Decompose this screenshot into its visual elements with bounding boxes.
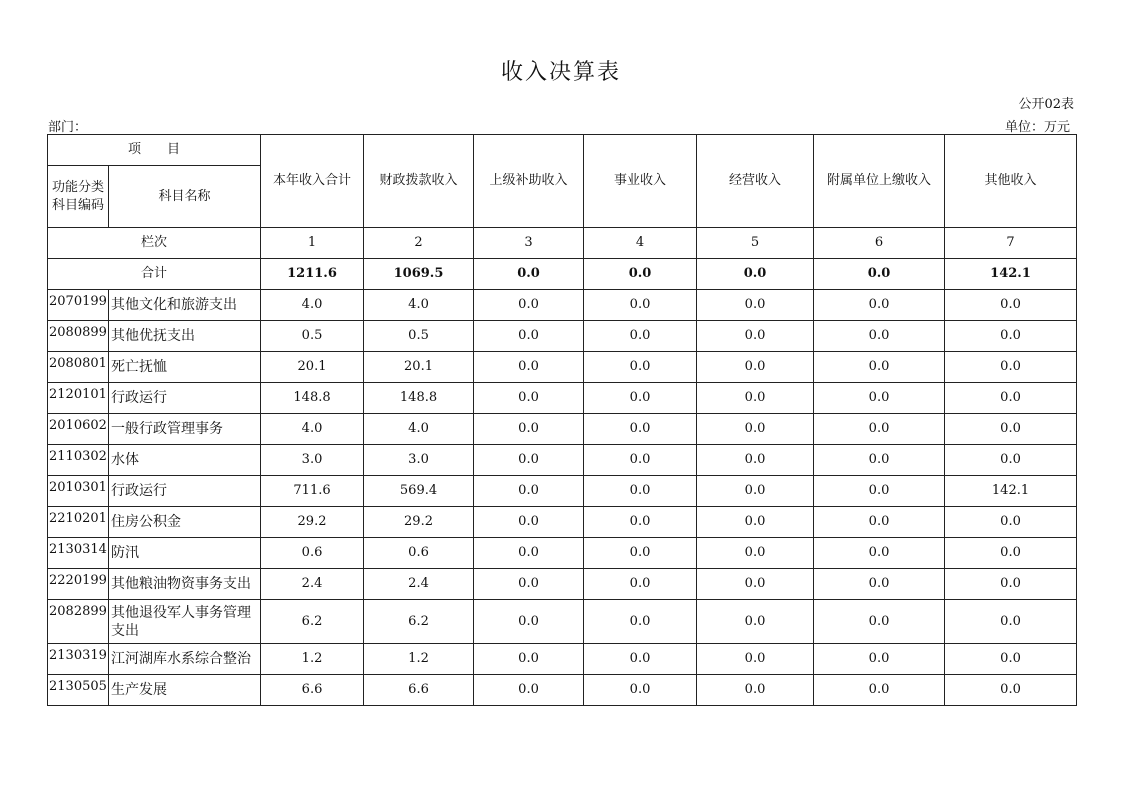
row-value: 0.0 <box>474 445 584 476</box>
row-value: 6.6 <box>261 675 364 706</box>
row-value: 0.0 <box>584 600 697 644</box>
total-value: 0.0 <box>474 259 584 290</box>
row-value: 0.0 <box>474 644 584 675</box>
table-row <box>48 476 1077 507</box>
total-value: 1069.5 <box>364 259 474 290</box>
row-value: 148.8 <box>364 383 474 414</box>
row-value: 0.0 <box>697 644 814 675</box>
row-value: 0.0 <box>697 476 814 507</box>
row-value: 0.0 <box>814 383 945 414</box>
row-value: 0.0 <box>814 507 945 538</box>
row-value: 0.0 <box>945 644 1077 675</box>
column-num: 6 <box>814 228 945 259</box>
row-value: 0.0 <box>474 383 584 414</box>
table-row <box>48 675 1077 706</box>
table-row <box>48 445 1077 476</box>
row-name: 其他粮油物资事务支出 <box>109 569 261 600</box>
row-value: 0.6 <box>261 538 364 569</box>
row-name: 一般行政管理事务 <box>109 414 261 445</box>
header-col-6: 附属单位上缴收入 <box>814 135 945 228</box>
table-row <box>48 644 1077 675</box>
row-value: 0.0 <box>814 414 945 445</box>
row-code: 2010301 <box>48 476 109 507</box>
row-value: 0.0 <box>697 290 814 321</box>
row-name: 其他退役军人事务管理支出 <box>109 600 261 644</box>
row-value: 0.0 <box>474 600 584 644</box>
row-code: 2080899 <box>48 321 109 352</box>
row-name: 水体 <box>109 445 261 476</box>
row-value: 0.0 <box>814 321 945 352</box>
row-value: 4.0 <box>364 414 474 445</box>
row-value: 0.0 <box>697 507 814 538</box>
row-value: 1.2 <box>364 644 474 675</box>
row-code: 2110302 <box>48 445 109 476</box>
column-num: 1 <box>261 228 364 259</box>
row-value: 0.6 <box>364 538 474 569</box>
row-value: 0.0 <box>945 600 1077 644</box>
row-value: 0.0 <box>945 538 1077 569</box>
row-name: 行政运行 <box>109 476 261 507</box>
row-value: 0.0 <box>945 290 1077 321</box>
row-value: 0.0 <box>584 290 697 321</box>
row-value: 0.0 <box>697 538 814 569</box>
total-value: 142.1 <box>945 259 1077 290</box>
row-value: 0.0 <box>814 644 945 675</box>
row-code: 2010602 <box>48 414 109 445</box>
table-row <box>48 414 1077 445</box>
header-col-1: 本年收入合计 <box>261 135 364 228</box>
row-value: 3.0 <box>364 445 474 476</box>
row-value: 0.0 <box>945 352 1077 383</box>
row-value: 711.6 <box>261 476 364 507</box>
table-row <box>48 290 1077 321</box>
row-value: 0.0 <box>814 569 945 600</box>
row-value: 0.0 <box>697 414 814 445</box>
row-value: 0.0 <box>697 383 814 414</box>
row-value: 20.1 <box>261 352 364 383</box>
row-value: 6.2 <box>261 600 364 644</box>
row-value: 0.0 <box>584 352 697 383</box>
table-row <box>48 321 1077 352</box>
row-value: 0.0 <box>584 476 697 507</box>
column-num: 4 <box>584 228 697 259</box>
column-num: 7 <box>945 228 1077 259</box>
header-col-7: 其他收入 <box>945 135 1077 228</box>
table-row <box>48 383 1077 414</box>
income-table <box>47 134 1077 706</box>
header-col-2: 财政拨款收入 <box>364 135 474 228</box>
row-value: 20.1 <box>364 352 474 383</box>
row-value: 0.0 <box>814 675 945 706</box>
total-value: 0.0 <box>814 259 945 290</box>
row-code: 2080801 <box>48 352 109 383</box>
row-value: 29.2 <box>261 507 364 538</box>
column-number-row <box>48 228 1077 259</box>
total-row <box>48 259 1077 290</box>
row-value: 0.0 <box>697 321 814 352</box>
table-row <box>48 352 1077 383</box>
total-value: 1211.6 <box>261 259 364 290</box>
row-value: 0.0 <box>945 569 1077 600</box>
row-value: 0.0 <box>814 290 945 321</box>
row-value: 4.0 <box>261 414 364 445</box>
row-value: 0.0 <box>474 352 584 383</box>
row-value: 0.0 <box>474 476 584 507</box>
row-value: 2.4 <box>261 569 364 600</box>
column-row-label: 栏次 <box>48 228 261 259</box>
row-value: 0.0 <box>945 675 1077 706</box>
row-name: 住房公积金 <box>109 507 261 538</box>
row-name: 其他优抚支出 <box>109 321 261 352</box>
row-value: 148.8 <box>261 383 364 414</box>
row-name: 生产发展 <box>109 675 261 706</box>
row-value: 0.0 <box>814 476 945 507</box>
page-title: 收入决算表 <box>500 60 621 85</box>
row-value: 0.0 <box>584 569 697 600</box>
row-value: 0.0 <box>474 290 584 321</box>
row-value: 0.0 <box>945 414 1077 445</box>
total-value: 0.0 <box>697 259 814 290</box>
row-code: 2220199 <box>48 569 109 600</box>
row-value: 0.0 <box>584 445 697 476</box>
row-value: 0.0 <box>945 321 1077 352</box>
row-value: 0.0 <box>697 600 814 644</box>
row-value: 0.0 <box>584 507 697 538</box>
row-code: 2082899 <box>48 600 109 644</box>
column-num: 3 <box>474 228 584 259</box>
header-name: 科目名称 <box>109 166 261 228</box>
row-value: 4.0 <box>261 290 364 321</box>
row-value: 0.0 <box>814 600 945 644</box>
table-row <box>48 600 1077 644</box>
row-value: 0.0 <box>697 675 814 706</box>
row-value: 0.0 <box>474 507 584 538</box>
row-value: 6.2 <box>364 600 474 644</box>
row-name: 其他文化和旅游支出 <box>109 290 261 321</box>
row-value: 0.0 <box>945 383 1077 414</box>
row-name: 死亡抚恤 <box>109 352 261 383</box>
row-name: 防汛 <box>109 538 261 569</box>
row-value: 0.0 <box>474 569 584 600</box>
header-col-4: 事业收入 <box>584 135 697 228</box>
header-item: 项 目 <box>48 135 261 166</box>
row-value: 0.0 <box>945 507 1077 538</box>
row-value: 0.0 <box>697 352 814 383</box>
row-value: 0.0 <box>584 414 697 445</box>
row-value: 0.0 <box>814 445 945 476</box>
row-value: 0.0 <box>474 675 584 706</box>
column-num: 2 <box>364 228 474 259</box>
row-value: 0.5 <box>261 321 364 352</box>
row-value: 0.0 <box>474 321 584 352</box>
header-code: 功能分类科目编码 <box>48 166 109 228</box>
row-code: 2120101 <box>48 383 109 414</box>
row-name: 江河湖库水系综合整治 <box>109 644 261 675</box>
row-value: 569.4 <box>364 476 474 507</box>
column-num: 5 <box>697 228 814 259</box>
row-code: 2130505 <box>48 675 109 706</box>
row-code: 2070199 <box>48 290 109 321</box>
row-value: 0.0 <box>814 538 945 569</box>
table-row <box>48 569 1077 600</box>
row-value: 0.0 <box>584 644 697 675</box>
row-value: 142.1 <box>945 476 1077 507</box>
row-code: 2130319 <box>48 644 109 675</box>
total-value: 0.0 <box>584 259 697 290</box>
header-col-5: 经营收入 <box>697 135 814 228</box>
row-value: 0.0 <box>474 538 584 569</box>
header-col-3: 上级补助收入 <box>474 135 584 228</box>
row-value: 4.0 <box>364 290 474 321</box>
row-value: 0.0 <box>945 445 1077 476</box>
total-label: 合计 <box>48 259 261 290</box>
row-value: 0.0 <box>474 414 584 445</box>
row-value: 0.0 <box>697 445 814 476</box>
row-code: 2130314 <box>48 538 109 569</box>
row-value: 0.0 <box>814 352 945 383</box>
header-row <box>48 135 1077 166</box>
form-number: 公开02表 <box>1018 97 1074 112</box>
row-value: 0.0 <box>584 675 697 706</box>
row-code: 2210201 <box>48 507 109 538</box>
row-value: 0.0 <box>584 321 697 352</box>
row-value: 1.2 <box>261 644 364 675</box>
row-value: 0.0 <box>584 383 697 414</box>
row-value: 29.2 <box>364 507 474 538</box>
row-value: 3.0 <box>261 445 364 476</box>
row-name: 行政运行 <box>109 383 261 414</box>
table-row <box>48 507 1077 538</box>
row-value: 2.4 <box>364 569 474 600</box>
row-value: 0.0 <box>697 569 814 600</box>
department-label: 部门： <box>48 120 88 135</box>
row-value: 6.6 <box>364 675 474 706</box>
row-value: 0.5 <box>364 321 474 352</box>
table-row <box>48 538 1077 569</box>
row-value: 0.0 <box>584 538 697 569</box>
unit-label: 单位：万元 <box>1004 120 1070 135</box>
